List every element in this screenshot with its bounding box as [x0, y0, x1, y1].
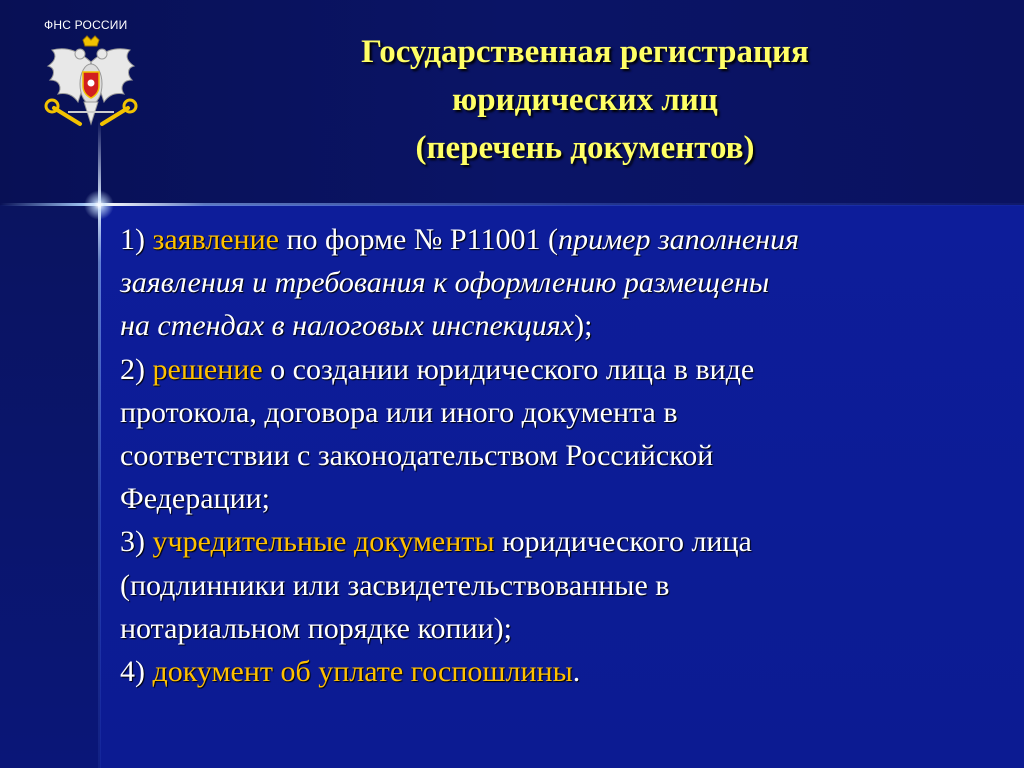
- item-text: Федерации;: [120, 482, 271, 516]
- list-item-2: [120, 348, 1000, 391]
- item-number: 2): [120, 352, 153, 386]
- item-text: соответствии с законодательством Российской: [120, 439, 714, 473]
- item-text: (подлинники или засвидетельствованные в: [120, 568, 670, 602]
- item-text: );: [574, 309, 593, 343]
- item-text: нотариальном порядке копии);: [120, 611, 513, 645]
- document-list: [120, 218, 1000, 693]
- item-number: 3): [120, 525, 153, 559]
- left-band: [0, 205, 100, 768]
- item-term: документ об уплате госпошлины: [152, 655, 573, 689]
- sparkle-decoration: [84, 190, 114, 220]
- brand-label: ФНС РОССИИ: [44, 18, 128, 32]
- double-headed-eagle-emblem-icon: [40, 32, 142, 134]
- title-line: (перечень документов): [415, 130, 755, 166]
- item-term: учредительные документы: [152, 525, 495, 559]
- item-text: по форме № Р11001 (: [278, 223, 558, 256]
- item-italic-text: заявления и требования к оформлению размещены: [120, 266, 770, 300]
- item-text: о создании юридического лица в виде: [262, 352, 755, 386]
- title-line: юридических лиц: [452, 82, 718, 118]
- item-text: .: [572, 655, 581, 689]
- item-text: юридического лица: [494, 525, 752, 559]
- title-line: Государственная регистрация: [361, 34, 809, 70]
- item-number: 1): [120, 223, 153, 256]
- list-item-3: [120, 520, 1000, 563]
- item-italic-text: пример заполнения: [557, 223, 800, 256]
- item-term: заявление: [152, 223, 279, 256]
- list-item-4: [120, 650, 1000, 693]
- horizontal-divider: [0, 203, 1024, 206]
- slide-title: [240, 28, 930, 172]
- item-italic-text: на стендах в налоговых инспекциях: [120, 309, 575, 343]
- item-number: 4): [120, 655, 153, 689]
- list-item-1: [120, 218, 1000, 261]
- item-term: решение: [152, 352, 263, 386]
- item-text: протокола, договора или иного документа в: [120, 395, 678, 429]
- item-continuation: [120, 304, 1000, 347]
